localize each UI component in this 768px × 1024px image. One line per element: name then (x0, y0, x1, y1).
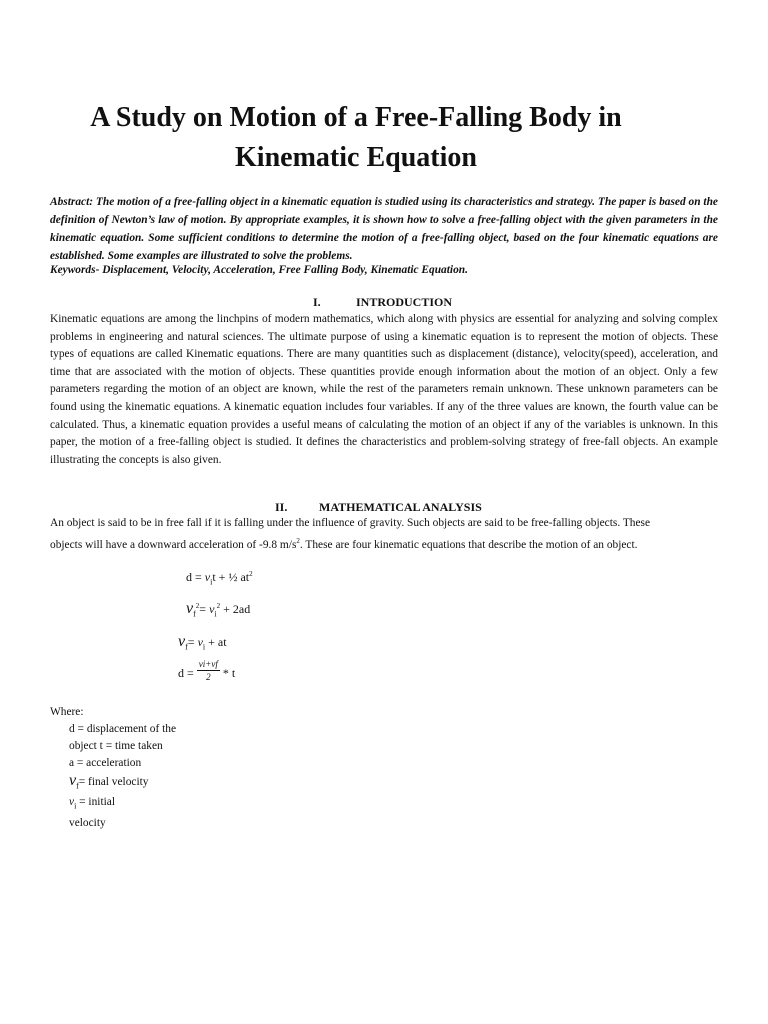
title-line-2: Kinematic Equation (235, 142, 477, 173)
eq1-part-b: t + ½ at (212, 570, 250, 584)
abstract-text: Abstract: The motion of a free-falling object in a kinematic equation is studied using its characteristics and strategy. The paper is based on the definition of Newton’s law of motion. By appropriate examples, it is shown how to solve a free-falling object with the given parameters in the kinematic equation. Some sufficient conditions to determine the motion of a free-falling object, based on the four kinematic equations are established. Some examples are illustrated to solve the problems. (50, 196, 718, 262)
eq2-sup: 2 (195, 602, 200, 610)
eq2-mid: = (199, 602, 210, 616)
analysis-line-2 (50, 533, 718, 554)
def-line-4-v: v (69, 772, 77, 789)
eq4-fraction (197, 659, 220, 683)
title-line-1: A Study on Motion of a Free-Falling Body in (90, 102, 622, 133)
analysis-line-1: An object is said to be in free fall if it is falling under the influence of gravity. Such objects are said to be free-falling objects. These (50, 517, 651, 529)
def-line-2: object t = time taken (69, 740, 163, 752)
equation-1 (186, 566, 253, 590)
def-line-5 (69, 794, 176, 814)
def-line-5-sub: i (74, 801, 77, 811)
analysis-line-2-b: . These are four kinematic equations that describe the motion of an object. (299, 538, 638, 551)
eq4-end: * t (219, 665, 236, 680)
eq4-denominator: 2 (206, 672, 211, 682)
eq1-v: v (204, 570, 211, 584)
eq1-sub: i (210, 577, 213, 587)
section-1-heading: INTRODUCTION (356, 295, 453, 309)
def-line-3: a = acceleration (69, 757, 142, 769)
eq3-end: + at (205, 635, 227, 649)
def-line-5-text: = initial (76, 796, 115, 809)
eq2-end: + 2ad (220, 602, 251, 616)
keywords: Keywords- Displacement, Velocity, Acceleration, Free Falling Body, Kinematic Equation. (50, 264, 468, 276)
eq3-v2: v (197, 635, 203, 649)
def-line-4 (69, 772, 176, 794)
introduction-body (50, 311, 718, 469)
eq3-sub2: i (202, 642, 206, 652)
eq3-sub: f (185, 642, 188, 652)
abstract (50, 193, 718, 265)
section-2-number: II. (275, 500, 288, 514)
equation-4 (178, 659, 236, 686)
analysis-line-2-a: objects will have a downward acceleration of -9.8 m/s (50, 538, 297, 551)
def-line-4-text: = final velocity (78, 776, 149, 788)
eq3-v: v (178, 633, 186, 650)
section-1-number: I. (313, 295, 321, 309)
eq1-part-a: d = (186, 570, 205, 584)
eq4-part-a: d = (178, 665, 197, 680)
analysis-body (50, 515, 718, 554)
eq2-sup2: 2 (216, 602, 221, 610)
def-line-1: d = displacement of the (69, 723, 177, 735)
def-line-4-sub: f (76, 781, 79, 791)
eq4-numerator: vi+vf (198, 659, 218, 669)
equation-3 (178, 634, 227, 655)
analysis-line-2-sup: 2 (296, 536, 300, 545)
eq2-v: v (186, 600, 194, 617)
eq1-sup: 2 (249, 570, 253, 578)
eq2-v2: v (209, 602, 215, 616)
eq3-mid: = (187, 635, 198, 649)
equation-2 (186, 598, 250, 622)
definition-list (69, 721, 176, 832)
introduction-paragraph: Kinematic equations are among the linchpins of modern mathematics, which along with physics are essential for analyzing and solving complex problems in engineering and natural sciences. The ultimate purpose of using a kinematic equation is to represent the motion of objects. These types of equations are called Kinematic equations. There are many quantities such as displacement (distance), velocity(speed), acceleration, and time that are associated with the motion of objects. These quantities provide enough information about the motion of an object. Only a few parameters regarding the motion of an object are known, while the rest of the parameters remain unknown. These unknown parameters can be found using the kinematic equations. A kinematic equation includes four variables. If any of the three values are known, the fourth value can be calculated. Thus, a kinematic equation provides a useful means of calculating the motion of an object if any of the variables is unknown. In this paper, the motion of a free-falling object is studied. It defines the characteristics and problem-solving strategy of free-fall objects. An example illustrating the concepts is also given. (50, 313, 718, 466)
section-2-heading: MATHEMATICAL ANALYSIS (319, 500, 482, 514)
def-line-5-v: v (69, 796, 75, 809)
where-label: Where: (50, 706, 84, 718)
def-line-6: velocity (69, 816, 106, 829)
eq2-sub2: i (214, 609, 217, 619)
paper-title (40, 98, 672, 178)
eq2-sub: f (193, 609, 196, 619)
